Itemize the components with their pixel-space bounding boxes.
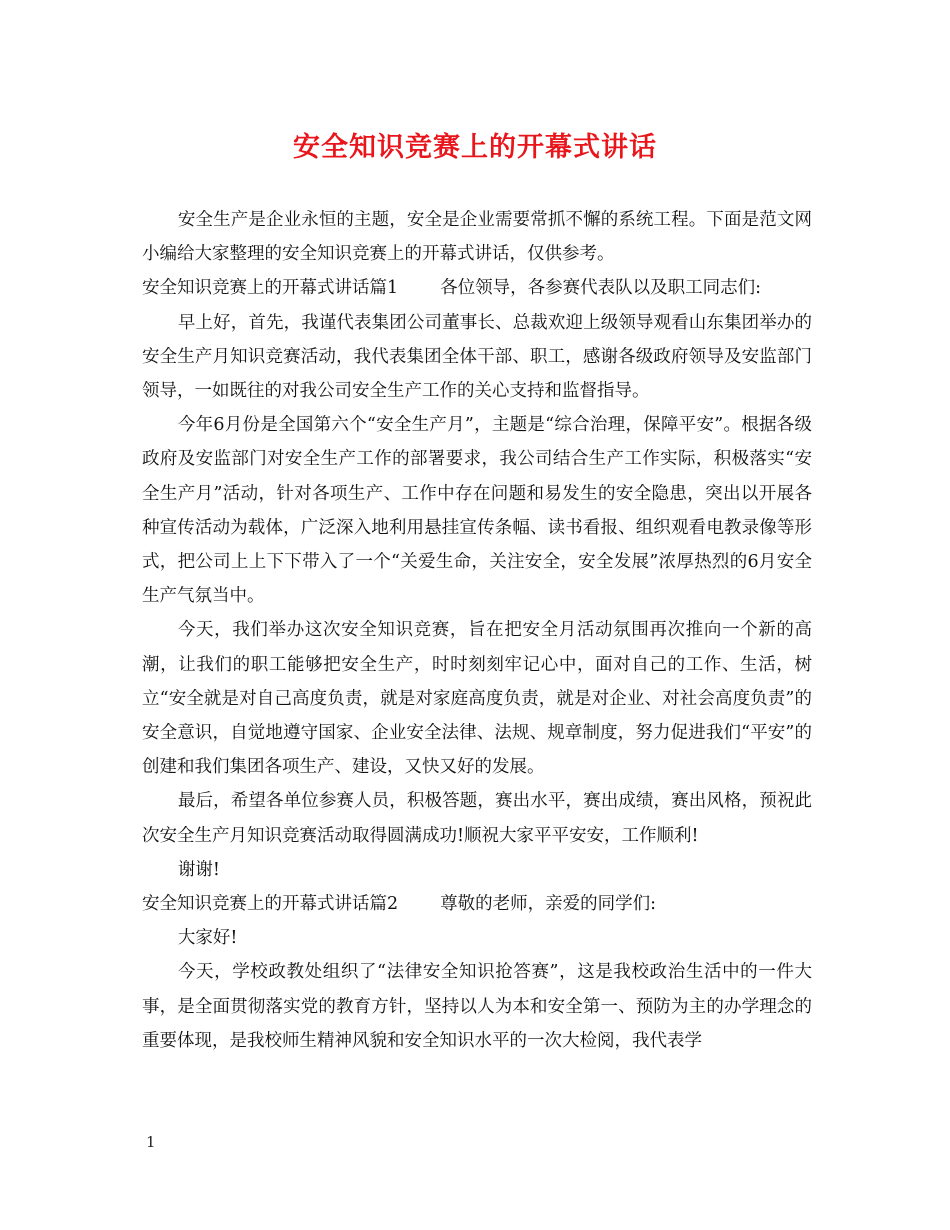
section-1-paragraph: 今年6月份是全国第六个“安全生产月”，主题是“综合治理，保障平安”。根据各级政府及安监部门对安全生产工作的部署要求，我公司结合生产工作实际，积极落实“安全生产月”活动，针对各项生产、工作中存在问题和易发生的安全隐患，突出以开展各种宣传活动为载体，广泛深入地利用悬挂宣传条幅、读书看报、组织观看电教录像等形式，把公司上上下下带入了一个“关爱生命，关注安全，安全发展”浓厚热烈的6月安全生产气氛当中。 bbox=[142, 415, 812, 607]
section-2-heading-line bbox=[142, 887, 812, 921]
section-1-paragraph: 今天，我们举办这次安全知识竞赛，旨在把安全月活动氛围再次推向一个新的高潮，让我们的职工能够把安全生产，时时刻刻牢记心中，面对自己的工作、生活，树立“安全就是对自己高度负责，就是对家庭高度负责，就是对企业、对社会高度负责”的安全意识，自觉地遵守国家、企业安全法律、法规、规章制度，努力促进我们“平安”的创建和我们集团各项生产、建设，又快又好的发展。 bbox=[142, 620, 812, 778]
document-title: 安全知识竞赛上的开幕式讲话 bbox=[293, 132, 657, 163]
section-2-paragraph: 今天，学校政教处组织了“法律安全知识抢答赛”，这是我校政治生活中的一件大事，是全面贯彻落实党的教育方针，坚持以人为本和安全第一、预防为主的办学理念的重要体现，是我校师生精神风貌和安全知识水平的一次大检阅，我代表学 bbox=[142, 962, 812, 1051]
page-number: 1 bbox=[146, 1133, 156, 1151]
section-1-thanks: 谢谢! bbox=[177, 859, 220, 880]
section-1-paragraph: 最后，希望各单位参赛人员，积极答题，赛出水平，赛出成绩，赛出风格，预祝此次安全生产月知识竞赛活动取得圆满成功!顺祝大家平平安安，工作顺利! bbox=[142, 791, 812, 846]
section-1-heading-line bbox=[142, 271, 812, 305]
intro-paragraph: 安全生产是企业永恒的主题，安全是企业需要常抓不懈的系统工程。下面是范文网小编给大家整理的安全知识竞赛上的开幕式讲话，仅供参考。 bbox=[142, 210, 812, 265]
document-body bbox=[142, 203, 812, 1058]
section-2-heading: 安全知识竞赛上的开幕式讲话篇2 bbox=[142, 894, 399, 915]
section-1-salutation: 各位领导，各参赛代表队以及职工同志们: bbox=[440, 278, 762, 299]
section-2-greeting: 大家好! bbox=[177, 928, 238, 949]
section-1-heading: 安全知识竞赛上的开幕式讲话篇1 bbox=[142, 278, 399, 299]
section-2-salutation: 尊敬的老师，亲爱的同学们: bbox=[440, 894, 657, 915]
section-1-paragraph: 早上好，首先，我谨代表集团公司董事长、总裁欢迎上级领导观看山东集团举办的安全生产月知识竞赛活动，我代表集团全体干部、职工，感谢各级政府领导及安监部门领导，一如既往的对我公司安全生产工作的关心支持和监督指导。 bbox=[142, 312, 812, 402]
